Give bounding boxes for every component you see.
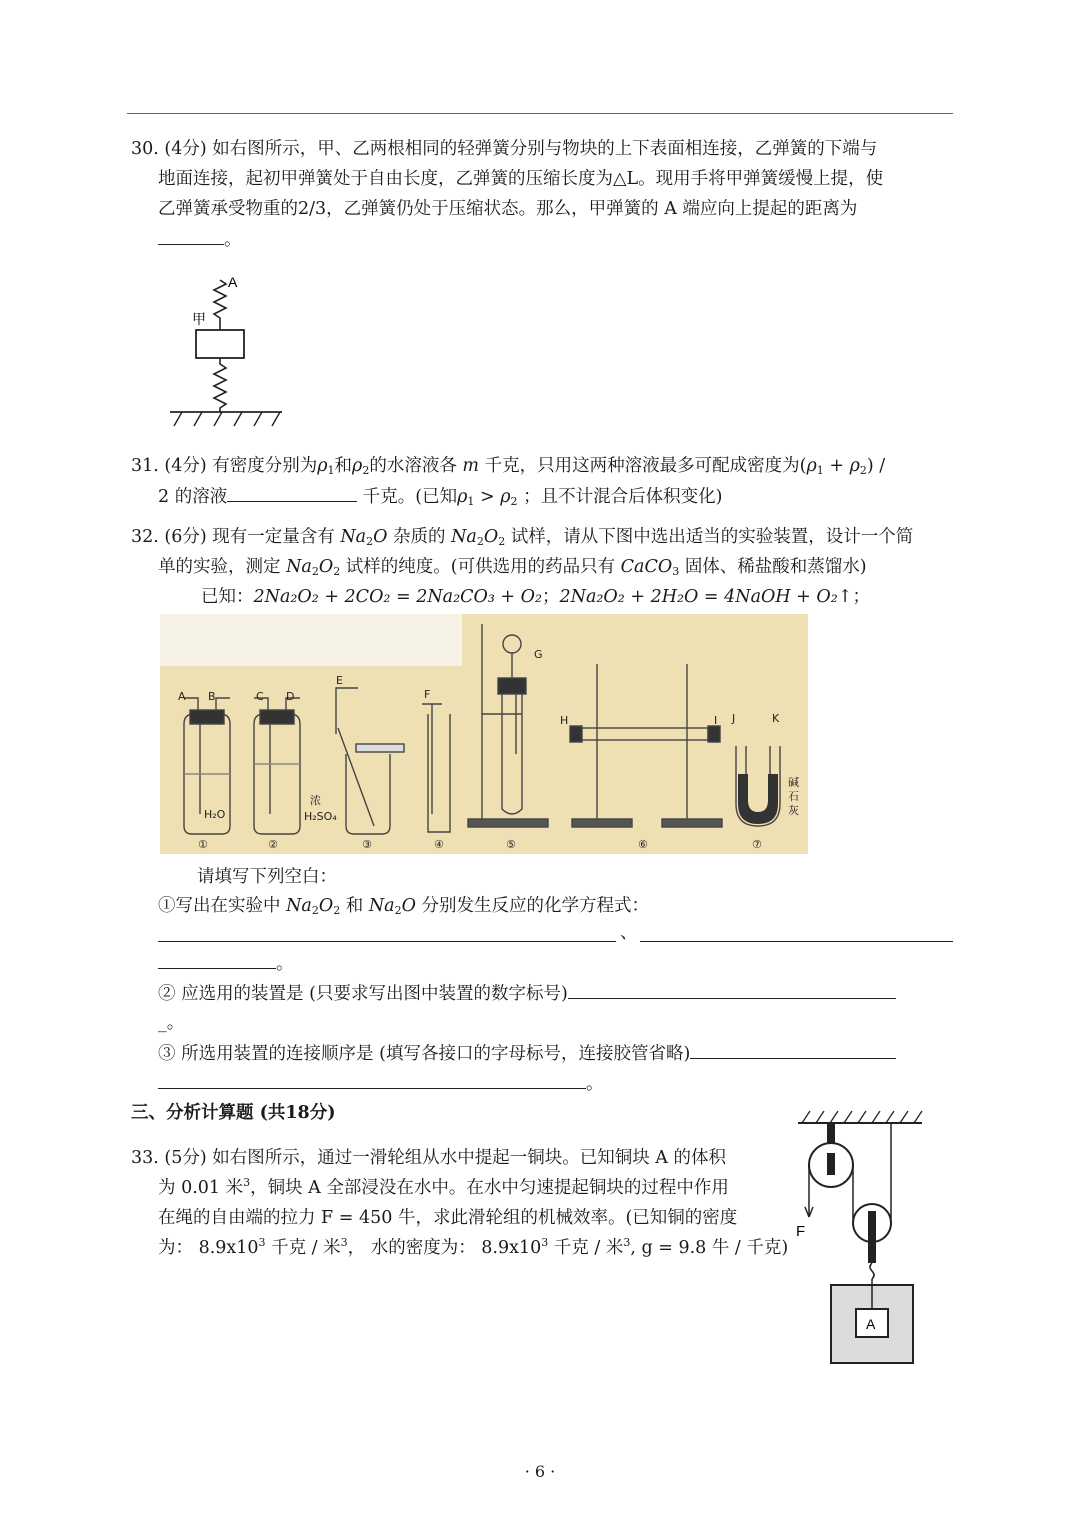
pulley-figure xyxy=(790,1105,930,1370)
apparatus-letter: D xyxy=(286,690,295,703)
q33-line2: 为 0.01 米$^3$，铜块 A 全部浸没在水中。在水中匀速提起铜块的过程中作用 xyxy=(158,1176,729,1198)
apparatus-letter: K xyxy=(772,712,780,725)
ceiling-hatch xyxy=(802,1111,922,1123)
block xyxy=(196,330,244,358)
apparatus-photo-right xyxy=(462,614,808,854)
answer-blank[interactable] xyxy=(227,483,357,502)
answer-blank[interactable] xyxy=(158,1070,586,1089)
apparatus-letter: A xyxy=(178,690,186,703)
ground-hatch xyxy=(174,412,280,426)
spring-jia xyxy=(214,280,226,330)
soda-lime-label: 灰 xyxy=(788,804,799,817)
apparatus-number: ③ xyxy=(362,838,372,851)
q32-sub3-end: 。 xyxy=(158,1070,604,1097)
q32-known-equations: 已知：2Na₂O₂ + 2CO₂ = 2Na₂CO₃ + O₂；2Na₂O₂ + 2H₂O = 4NaOH + O₂↑； xyxy=(201,587,870,607)
label-A: A xyxy=(228,274,238,290)
apparatus-letter: H xyxy=(560,714,569,727)
answer-blank[interactable] xyxy=(158,950,276,969)
label-jia: 甲 xyxy=(192,313,206,328)
q31-line2: 2 的溶液 千克。(已知$\rho_1 > \rho_2$ ；且不计混合后体积变化) xyxy=(158,483,722,510)
apparatus-drawing-1-4 xyxy=(160,614,462,854)
apparatus-drawing-5-7 xyxy=(462,614,808,854)
answer-blank[interactable] xyxy=(690,1040,896,1059)
movable-pulley-hanger xyxy=(868,1211,876,1263)
apparatus-letter: C xyxy=(256,690,264,703)
q32-line1: 32. (6分) 现有一定量含有 $Na_2O$ 杂质的 $Na_2O_2$ 试样，请从下图中选出适当的实验装置，设计一个简 xyxy=(131,527,914,548)
apparatus-letter: J xyxy=(732,712,736,725)
q32-sub3: ③ 所选用装置的连接顺序是 (填写各接口的字母标号，连接胶管省略) xyxy=(158,1040,896,1067)
q30-line3: 乙弹簧承受物重的2/3，乙弹簧仍处于压缩状态。那么，甲弹簧的 A 端应向上提起的距离为 xyxy=(158,199,858,219)
q32-sub2: ② 应选用的装置是 (只要求写出图中装置的数字标号) xyxy=(158,980,896,1007)
label-A: A xyxy=(866,1316,876,1332)
h2so4-label: H₂SO₄ xyxy=(304,810,337,823)
q30-line1: 30. (4分) 如右图所示，甲、乙两根相同的轻弹簧分别与物块的上下表面相连接，乙弹簧的下端与 xyxy=(131,139,878,159)
label-F: F xyxy=(796,1223,806,1240)
answer-blank[interactable] xyxy=(568,980,896,999)
apparatus-number: ⑥ xyxy=(638,838,648,851)
apparatus-letter: G xyxy=(534,648,543,661)
q30-line2: 地面连接，起初甲弹簧处于自由长度，乙弹簧的压缩长度为△L。现用手将甲弹簧缓慢上提，使 xyxy=(158,169,884,189)
q30-answer-line: 。 xyxy=(158,226,242,253)
q33-line1: 33. (5分) 如右图所示，通过一滑轮组从水中提起一铜块。已知铜块 A 的体积 xyxy=(131,1148,727,1168)
soda-lime-label: 石 xyxy=(788,790,799,803)
apparatus-photo-left xyxy=(160,614,462,854)
h2o-label: H₂O xyxy=(204,808,226,821)
apparatus-number: ⑦ xyxy=(752,838,762,851)
apparatus-letter: E xyxy=(336,674,343,687)
section-title: 三、分析计算题 (共18分) xyxy=(131,1103,336,1123)
apparatus-letter: F xyxy=(424,688,431,701)
q31-line1: 31. (4分) 有密度分别为$\rho_1$和$\rho_2$的水溶液各 m 千克，只用这两种溶液最多可配成密度为$(\rho_1 + \rho_2)$ / xyxy=(131,456,886,477)
apparatus-number: ② xyxy=(268,838,278,851)
answer-blank[interactable] xyxy=(158,226,224,245)
page-number: · 6 · xyxy=(524,1462,556,1481)
q32-line2: 单的实验，测定 $Na_2O_2$ 试样的纯度。(可供选用的药品只有 CaCO$_3$ 固体、稀盐酸和蒸馏水) xyxy=(158,557,867,578)
apparatus-letter: B xyxy=(208,690,216,703)
q32-sub1-end: 。 xyxy=(158,950,294,977)
spring-yi xyxy=(214,358,226,412)
apparatus-number: ① xyxy=(198,838,208,851)
nong-label: 浓 xyxy=(310,794,321,807)
header-rule xyxy=(127,113,953,114)
separator: 、 xyxy=(620,923,638,943)
answer-blank-eq2[interactable] xyxy=(640,941,953,942)
q32-sub2-end: _。 xyxy=(158,1013,185,1033)
soda-lime-fill xyxy=(738,774,778,824)
q33-line3: 在绳的自由端的拉力 F = 450 牛，求此滑轮组的机械效率。(已知铜的密度 xyxy=(158,1208,738,1228)
apparatus-number: ④ xyxy=(434,838,444,851)
hook xyxy=(870,1263,874,1279)
q32-sub1: ①写出在实验中 $Na_2O_2$ 和 $Na_2O$ 分别发生反应的化学方程式： xyxy=(158,896,650,917)
spring-figure xyxy=(160,268,290,433)
apparatus-number: ⑤ xyxy=(506,838,516,851)
answer-blank-eq1[interactable] xyxy=(158,941,616,942)
soda-lime-label: 碱 xyxy=(788,776,799,789)
q33-line4: 为： $8.9x10^3$ 千克 / 米$^3$， 水的密度为： $8.9x10^3$ 千克 / 米$^3$, g = 9.8 牛 / 千克) xyxy=(158,1236,789,1258)
apparatus-letter: I xyxy=(714,714,718,727)
q32-fill-instruction: 请填写下列空白： xyxy=(197,867,337,887)
